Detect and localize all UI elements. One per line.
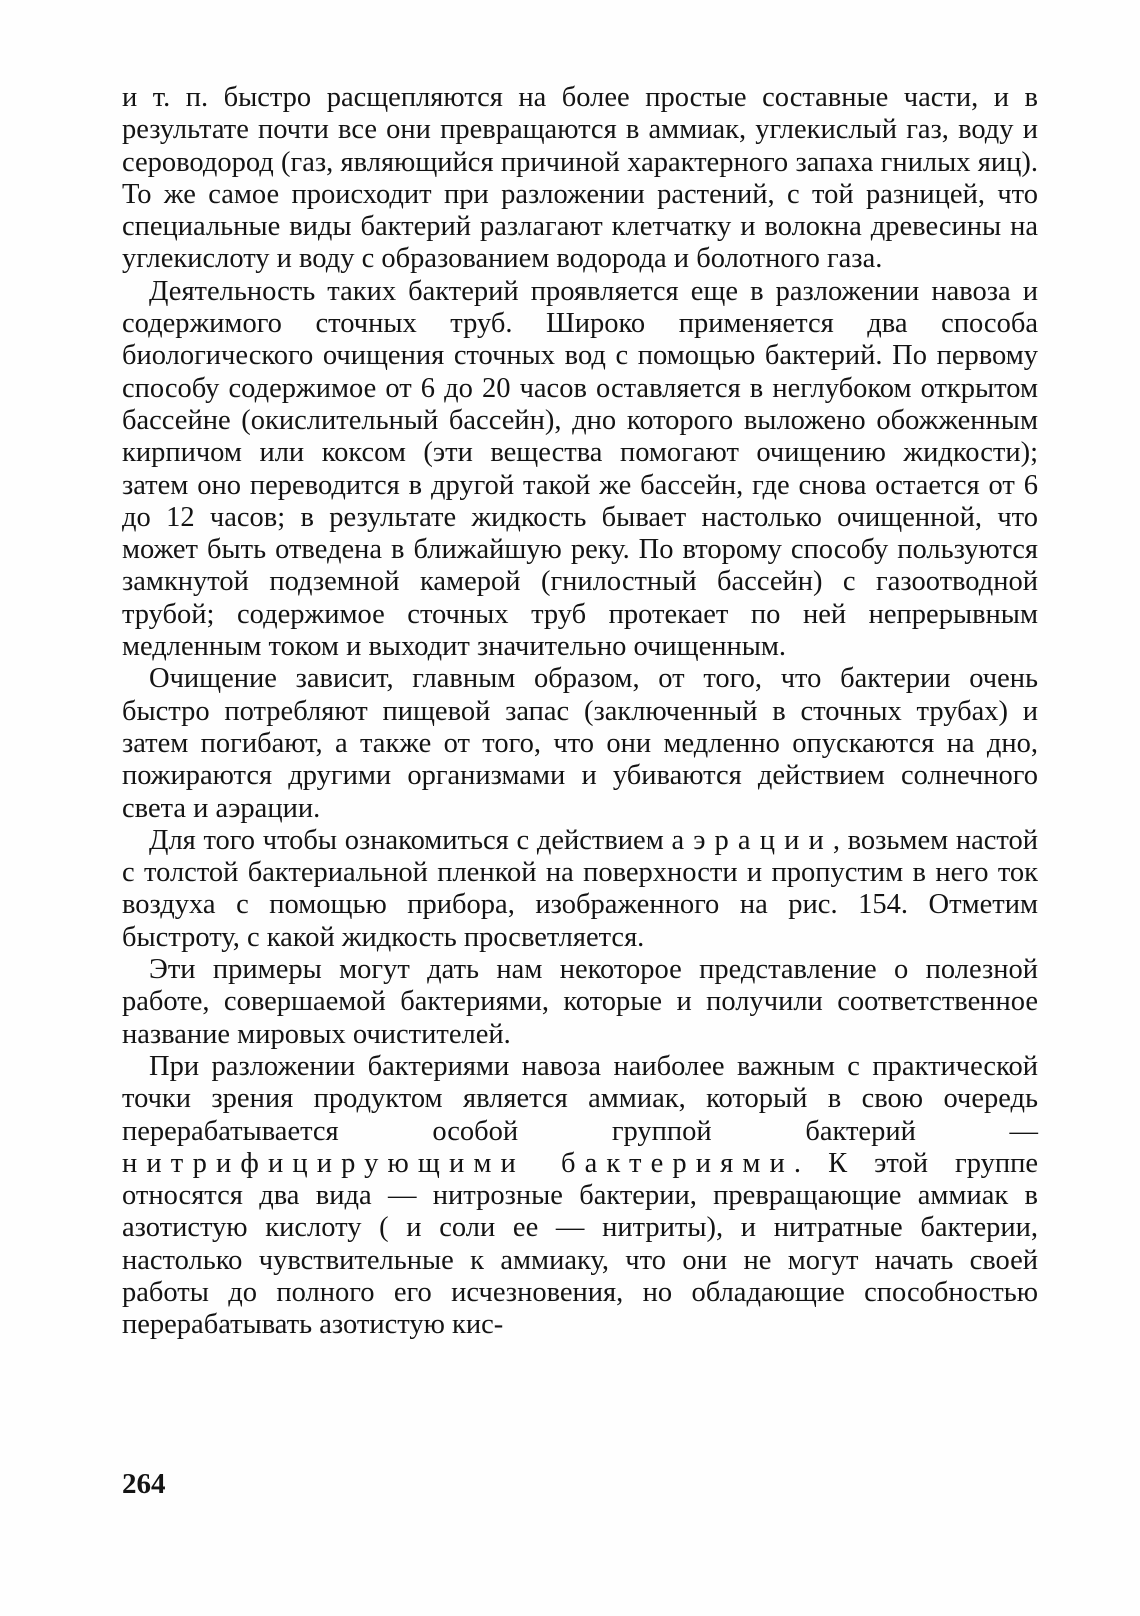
paragraph-6-end: . К этой группе относятся два вида — нитрозные бактерии, превращающие аммиак в азотистую кислоту ( и соли ее — нитриты), и нитратные бактерии, настолько чувствительные к аммиаку, что они не могут начать своей работы до полного его исчезновения, но обладающие способностью перерабатывать азотистую кис- bbox=[122, 1147, 1039, 1341]
paragraph-1: и т. п. быстро расщепляются на более простые составные части, и в результате почти все они превращаются в аммиак, углекислый газ, воду и сероводород (газ, являющийся причиной характерного запаха гнилых яиц). То же самое происходит при разложении растений, с той разницей, что специальные виды бактерий разлагают клетчатку и волокна древесины на углекислоту и воду с образованием водорода и болотного газа. bbox=[122, 82, 1038, 275]
paragraph-2: Деятельность таких бактерий проявляется еще в разложении навоза и содержимого сточных труб. Широко применяется два способа биологического очищения сточных вод с помощью бактерий. По первому способу содержимое от 6 до 20 часов оставляется в неглубоком открытом бассейне (окислительный бассейн), дно которого выложено обожженным кирпичом или коксом (эти вещества помогают очищению жидкости); затем оно переводится в другой такой же бассейн, где снова остается от 6 до 12 часов; в результате жидкость бывает настолько очищенной, что может быть отведена в ближайшую реку. По второму способу пользуются замкнутой подземной камерой (гнилостный бассейн) с газоотводной трубой; содержимое сточных труб протекает по ней непрерывным медленным током и выходит значительно очищенным. bbox=[122, 275, 1038, 663]
body-text bbox=[122, 82, 1038, 1342]
paragraph-5: Эти примеры могут дать нам некоторое представление о полезной работе, совершаемой бактериями, которые и получили соответственное название мировых очистителей. bbox=[122, 954, 1038, 1050]
paragraph-6-start: При разложении бактериями навоза наиболее важным с практической точки зрения продуктом является аммиак, который в свою очередь перерабатывается особой группой бактерий — bbox=[122, 1050, 1038, 1147]
paragraph-4 bbox=[122, 825, 1038, 954]
paragraph-4-end: , возьмем настой с толстой бактериальной пленкой на поверхности и пропустим в него ток воздуха с помощью прибора, изображенного на рис. 154. Отметим быстроту, с какой жидкость просветляется. bbox=[122, 824, 1038, 953]
emphasis-aeration: аэрации bbox=[671, 824, 833, 856]
page-number: 264 bbox=[122, 1468, 166, 1500]
paragraph-4-start: Для того чтобы ознакомиться с действием bbox=[149, 824, 672, 856]
paragraph-3: Очищение зависит, главным образом, от того, что бактерии очень быстро потребляют пищевой запас (заключенный в сточных трубах) и затем погибают, а также от того, что они медленно опускаются на дно, пожираются другими организмами и убиваются действием солнечного света и аэрации. bbox=[122, 663, 1038, 824]
paragraph-6 bbox=[122, 1051, 1038, 1342]
emphasis-nitrifying-bacteria: нитрифицирующими бактериями bbox=[122, 1147, 794, 1179]
